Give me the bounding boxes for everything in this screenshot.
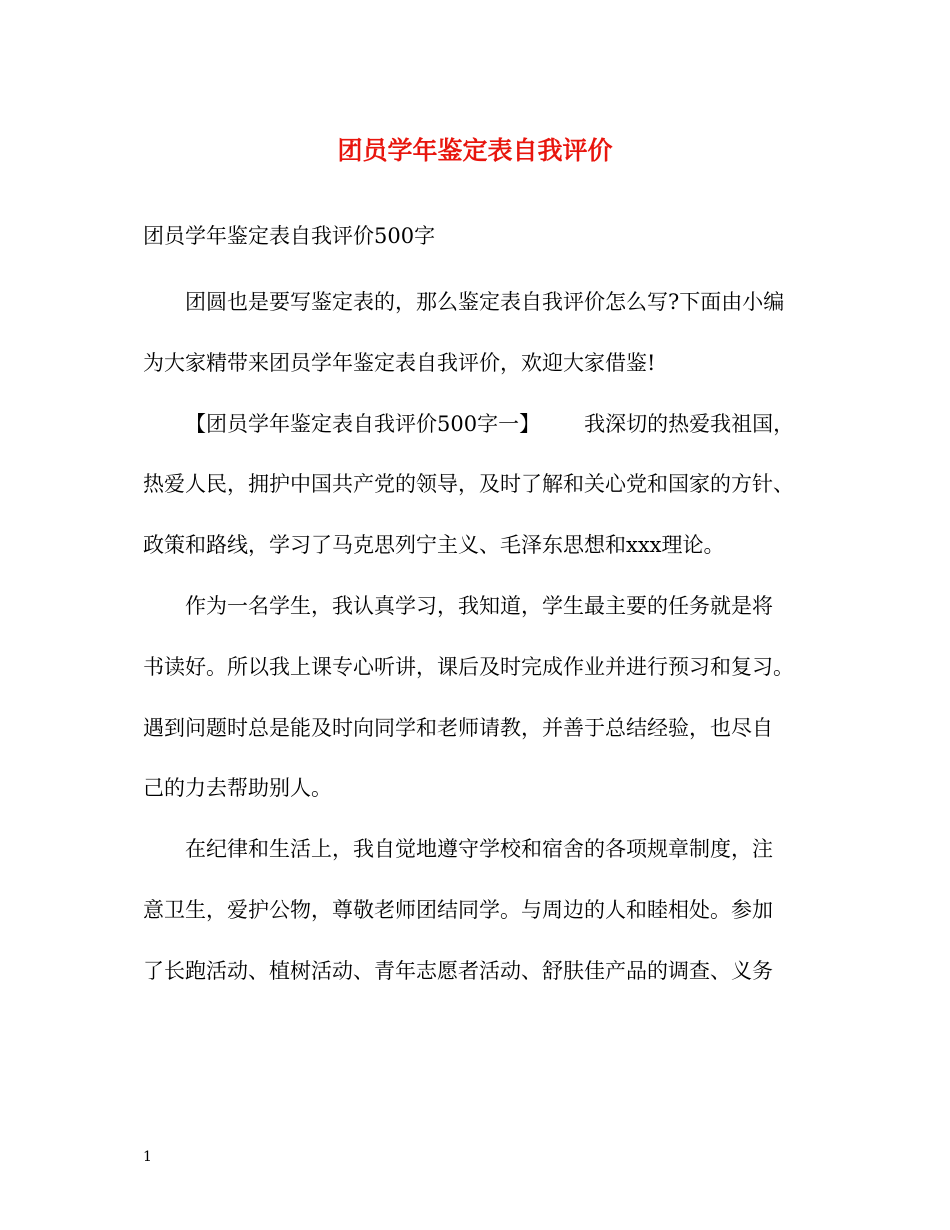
document-subtitle: 团员学年鉴定表自我评价500字: [143, 224, 436, 248]
paragraph-line: 了长跑活动、植树活动、青年志愿者活动、舒肤佳产品的调查、义务: [143, 958, 773, 983]
document-body: [143, 212, 813, 1008]
document-title: 团员学年鉴定表自我评价: [337, 136, 613, 165]
paragraph-line: 政策和路线，学习了马克思列宁主义、毛泽东思想和xxx理论。: [143, 533, 725, 558]
paragraph-text: 我深切的热爱我祖国，: [584, 411, 795, 436]
paragraph-line: 书读好。所以我上课专心听讲，课后及时完成作业并进行预习和复习。: [143, 654, 794, 679]
paragraph-line: 意卫生，爱护公物，尊敬老师团结同学。与周边的人和睦相处。参加: [143, 897, 773, 922]
paragraph-line: 在纪律和生活上，我自觉地遵守学校和宿舍的各项规章制度，注: [185, 837, 773, 862]
paragraph-line: 作为一名学生，我认真学习，我知道，学生最主要的任务就是将: [185, 593, 773, 618]
paragraph-line: [143, 400, 813, 461]
paragraph-line: 遇到问题时总是能及时向同学和老师请教，并善于总结经验，也尽自: [143, 715, 773, 740]
paragraph-line: 热爱人民，拥护中国共产党的领导，及时了解和关心党和国家的方针、: [143, 472, 794, 497]
section-heading: 【团员学年鉴定表自我评价500字一】: [185, 411, 541, 436]
paragraph-line: 己的力去帮助别人。: [143, 776, 332, 801]
paragraph-line: 团圆也是要写鉴定表的，那么鉴定表自我评价怎么写?下面由小编: [185, 290, 785, 314]
paragraph-line: 为大家精带来团员学年鉴定表自我评价，欢迎大家借鉴!: [143, 350, 656, 375]
page-number: 1: [143, 1149, 152, 1165]
